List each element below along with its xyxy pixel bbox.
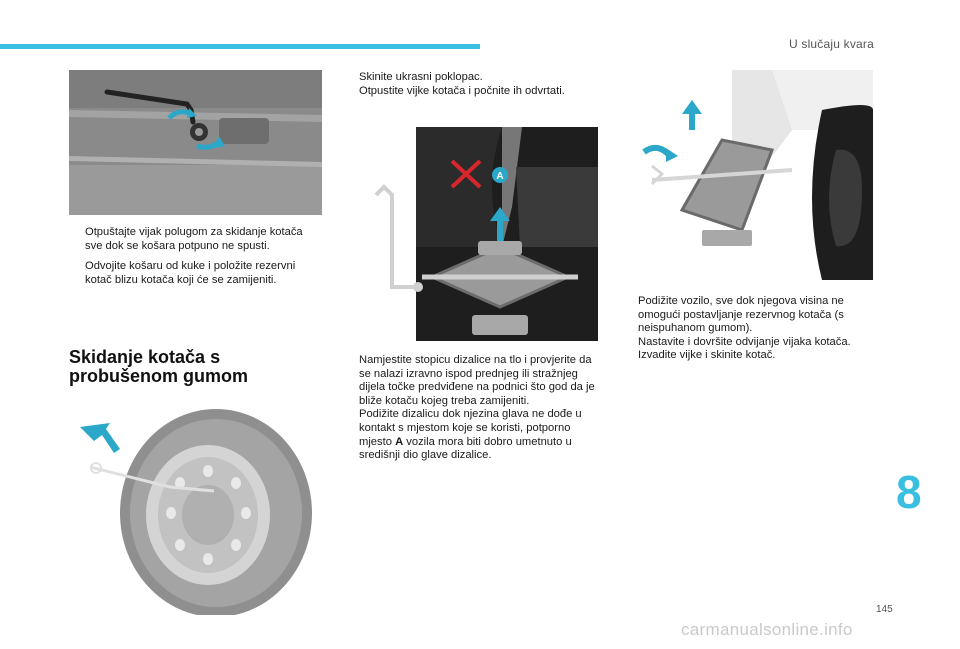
bullet-item <box>343 71 603 85</box>
bullet-item <box>622 295 874 336</box>
bullet-item <box>622 336 874 350</box>
bullet-text: Otpustite vijke kotača i počnite ih odvrtati. <box>359 84 565 97</box>
header-accent-bar <box>0 44 480 49</box>
bullet-text: Odvojite košaru od kuke i položite rezervni kotač blizu kotača koji će se zamijeniti. <box>85 260 296 286</box>
bullet-item <box>343 85 603 99</box>
section-heading <box>69 348 248 386</box>
lifting-illustration <box>622 70 873 286</box>
col3-bullets <box>622 295 874 363</box>
bullet-item <box>343 354 603 408</box>
col2-top-bullets <box>343 71 603 98</box>
figure-spare-wheel <box>76 405 324 615</box>
figure-spare-wheel-winch <box>69 70 322 215</box>
watermark: carmanualsonline.info <box>681 620 853 639</box>
winch-illustration <box>69 70 322 215</box>
chapter-number: 8 <box>896 466 922 518</box>
figure-jack-positioning <box>352 127 598 341</box>
bullet-text: Podižite vozilo, sve dok njegova visina ne omogući postavljanje rezervnog kotača (s neispuhanom gumom). <box>638 295 844 335</box>
section-title: U slučaju kvara <box>788 37 874 51</box>
bullet-item <box>622 349 874 363</box>
bullet-text-tail: vozila mora biti dobro umetnuto u središnji dio glave dizalice. <box>359 435 572 462</box>
jack-illustration <box>352 127 598 341</box>
bullet-text: Podižite dizalicu dok njezina glava ne dođe u kontakt s mjestom koje se koristi, potporno mjesto <box>359 408 582 448</box>
bullet-text: Nastavite i dovršite odvijanje vijaka kotača. <box>638 335 851 348</box>
wheel-illustration <box>76 405 324 615</box>
bullet-item <box>69 226 323 253</box>
heading-line-2: probušenom gumom <box>69 366 248 386</box>
col1-bullets <box>69 226 323 287</box>
col2-bottom-bullets <box>343 354 603 463</box>
figure-vehicle-lifting <box>622 70 873 286</box>
bullet-text: Izvadite vijke i skinite kotač. <box>638 349 776 362</box>
bullet-text: Otpuštajte vijak polugom za skidanje kotača sve dok se košara potpuno ne spusti. <box>85 226 303 252</box>
bullet-text: Skinite ukrasni poklopac. <box>359 71 483 83</box>
figure-label-a: A <box>496 171 504 182</box>
point-a-label: A <box>395 435 404 448</box>
heading-line-1: Skidanje kotača s <box>69 347 221 367</box>
bullet-text: Namjestite stopicu dizalice na tlo i provjerite da se nalazi izravno ispod prednjeg ili stražnjeg dijela točke predviđene na podnici što god da je bliže kotaču kojeg treba zamijeniti. <box>359 354 595 407</box>
page-number: 145 <box>876 604 893 615</box>
bullet-item <box>69 260 323 287</box>
bullet-item <box>343 408 603 462</box>
